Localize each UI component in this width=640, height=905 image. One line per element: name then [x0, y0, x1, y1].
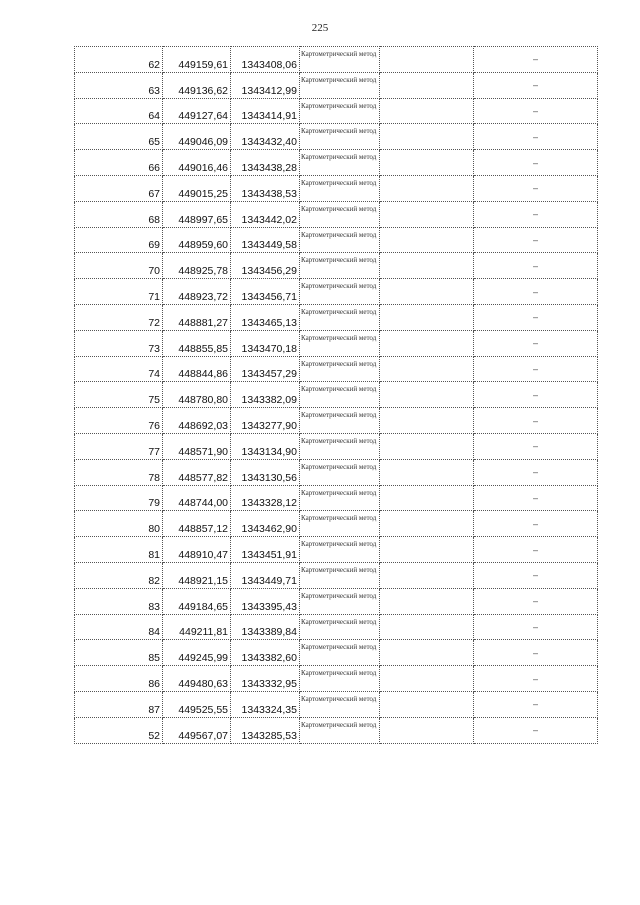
error-cell: – — [474, 72, 598, 98]
x-coordinate: 448692,03 — [163, 408, 231, 434]
y-coordinate: 1343470,18 — [231, 330, 300, 356]
method-cell: Картометрический метод — [300, 356, 380, 382]
x-coordinate: 449211,81 — [163, 614, 231, 640]
method-cell: Картометрический метод — [300, 330, 380, 356]
note-cell — [380, 150, 474, 176]
table-row — [75, 124, 598, 150]
error-cell: – — [474, 253, 598, 279]
table-row — [75, 717, 598, 743]
error-cell: – — [474, 459, 598, 485]
x-coordinate: 448744,00 — [163, 485, 231, 511]
x-coordinate: 449136,62 — [163, 72, 231, 98]
table-row — [75, 408, 598, 434]
point-number: 68 — [75, 201, 163, 227]
x-coordinate: 449127,64 — [163, 98, 231, 124]
method-cell: Картометрический метод — [300, 72, 380, 98]
x-coordinate: 449159,61 — [163, 47, 231, 73]
y-coordinate: 1343277,90 — [231, 408, 300, 434]
table-row — [75, 150, 598, 176]
table-row — [75, 201, 598, 227]
error-cell: – — [474, 433, 598, 459]
note-cell — [380, 459, 474, 485]
note-cell — [380, 717, 474, 743]
x-coordinate: 448857,12 — [163, 511, 231, 537]
point-number: 52 — [75, 717, 163, 743]
y-coordinate: 1343457,29 — [231, 356, 300, 382]
note-cell — [380, 201, 474, 227]
method-cell: Картометрический метод — [300, 459, 380, 485]
y-coordinate: 1343414,91 — [231, 98, 300, 124]
table-row — [75, 47, 598, 73]
table-row — [75, 614, 598, 640]
table-row — [75, 562, 598, 588]
table-row — [75, 459, 598, 485]
x-coordinate: 449015,25 — [163, 175, 231, 201]
error-cell: – — [474, 98, 598, 124]
note-cell — [380, 98, 474, 124]
table-row — [75, 330, 598, 356]
point-number: 66 — [75, 150, 163, 176]
note-cell — [380, 47, 474, 73]
y-coordinate: 1343395,43 — [231, 588, 300, 614]
y-coordinate: 1343456,71 — [231, 279, 300, 305]
error-cell: – — [474, 304, 598, 330]
x-coordinate: 449245,99 — [163, 640, 231, 666]
point-number: 81 — [75, 537, 163, 563]
point-number: 87 — [75, 691, 163, 717]
note-cell — [380, 614, 474, 640]
method-cell: Картометрический метод — [300, 227, 380, 253]
table-row — [75, 98, 598, 124]
x-coordinate: 449016,46 — [163, 150, 231, 176]
error-cell: – — [474, 614, 598, 640]
point-number: 62 — [75, 47, 163, 73]
point-number: 85 — [75, 640, 163, 666]
method-cell: Картометрический метод — [300, 614, 380, 640]
table-row — [75, 588, 598, 614]
x-coordinate: 448921,15 — [163, 562, 231, 588]
x-coordinate: 449525,55 — [163, 691, 231, 717]
y-coordinate: 1343438,53 — [231, 175, 300, 201]
table-row — [75, 382, 598, 408]
point-number: 70 — [75, 253, 163, 279]
method-cell: Картометрический метод — [300, 253, 380, 279]
x-coordinate: 448925,78 — [163, 253, 231, 279]
x-coordinate: 448910,47 — [163, 537, 231, 563]
method-cell: Картометрический метод — [300, 382, 380, 408]
table-row — [75, 691, 598, 717]
y-coordinate: 1343134,90 — [231, 433, 300, 459]
method-cell: Картометрический метод — [300, 201, 380, 227]
error-cell: – — [474, 227, 598, 253]
note-cell — [380, 640, 474, 666]
error-cell: – — [474, 666, 598, 692]
table-row — [75, 511, 598, 537]
error-cell: – — [474, 408, 598, 434]
point-number: 64 — [75, 98, 163, 124]
point-number: 67 — [75, 175, 163, 201]
point-number: 80 — [75, 511, 163, 537]
method-cell: Картометрический метод — [300, 640, 380, 666]
table-row — [75, 485, 598, 511]
note-cell — [380, 485, 474, 511]
point-number: 63 — [75, 72, 163, 98]
x-coordinate: 448881,27 — [163, 304, 231, 330]
x-coordinate: 448855,85 — [163, 330, 231, 356]
x-coordinate: 449046,09 — [163, 124, 231, 150]
error-cell: – — [474, 124, 598, 150]
method-cell: Картометрический метод — [300, 408, 380, 434]
method-cell: Картометрический метод — [300, 511, 380, 537]
note-cell — [380, 175, 474, 201]
error-cell: – — [474, 588, 598, 614]
note-cell — [380, 691, 474, 717]
error-cell: – — [474, 717, 598, 743]
method-cell: Картометрический метод — [300, 562, 380, 588]
note-cell — [380, 382, 474, 408]
table-row — [75, 72, 598, 98]
note-cell — [380, 408, 474, 434]
y-coordinate: 1343442,02 — [231, 201, 300, 227]
point-number: 82 — [75, 562, 163, 588]
note-cell — [380, 124, 474, 150]
x-coordinate: 448577,82 — [163, 459, 231, 485]
y-coordinate: 1343324,35 — [231, 691, 300, 717]
x-coordinate: 448780,80 — [163, 382, 231, 408]
x-coordinate: 448997,65 — [163, 201, 231, 227]
point-number: 86 — [75, 666, 163, 692]
y-coordinate: 1343438,28 — [231, 150, 300, 176]
error-cell: – — [474, 201, 598, 227]
note-cell — [380, 562, 474, 588]
note-cell — [380, 537, 474, 563]
x-coordinate: 449184,65 — [163, 588, 231, 614]
point-number: 69 — [75, 227, 163, 253]
x-coordinate: 449567,07 — [163, 717, 231, 743]
point-number: 74 — [75, 356, 163, 382]
point-number: 83 — [75, 588, 163, 614]
y-coordinate: 1343285,53 — [231, 717, 300, 743]
point-number: 76 — [75, 408, 163, 434]
error-cell: – — [474, 562, 598, 588]
note-cell — [380, 227, 474, 253]
method-cell: Картометрический метод — [300, 304, 380, 330]
y-coordinate: 1343389,84 — [231, 614, 300, 640]
table-row — [75, 640, 598, 666]
error-cell: – — [474, 175, 598, 201]
point-number: 73 — [75, 330, 163, 356]
point-number: 77 — [75, 433, 163, 459]
method-cell: Картометрический метод — [300, 124, 380, 150]
note-cell — [380, 330, 474, 356]
y-coordinate: 1343130,56 — [231, 459, 300, 485]
point-number: 75 — [75, 382, 163, 408]
error-cell: – — [474, 537, 598, 563]
note-cell — [380, 72, 474, 98]
y-coordinate: 1343449,71 — [231, 562, 300, 588]
x-coordinate: 448844,86 — [163, 356, 231, 382]
y-coordinate: 1343412,99 — [231, 72, 300, 98]
method-cell: Картометрический метод — [300, 691, 380, 717]
coordinates-table — [74, 46, 598, 744]
y-coordinate: 1343465,13 — [231, 304, 300, 330]
error-cell: – — [474, 279, 598, 305]
method-cell: Картометрический метод — [300, 175, 380, 201]
error-cell: – — [474, 382, 598, 408]
note-cell — [380, 666, 474, 692]
y-coordinate: 1343332,95 — [231, 666, 300, 692]
y-coordinate: 1343382,60 — [231, 640, 300, 666]
error-cell: – — [474, 640, 598, 666]
x-coordinate: 448571,90 — [163, 433, 231, 459]
y-coordinate: 1343462,90 — [231, 511, 300, 537]
table-row — [75, 175, 598, 201]
method-cell: Картометрический метод — [300, 717, 380, 743]
x-coordinate: 448923,72 — [163, 279, 231, 305]
point-number: 79 — [75, 485, 163, 511]
error-cell: – — [474, 150, 598, 176]
y-coordinate: 1343449,58 — [231, 227, 300, 253]
page-number: 225 — [311, 22, 329, 34]
table-row — [75, 227, 598, 253]
method-cell: Картометрический метод — [300, 150, 380, 176]
method-cell: Картометрический метод — [300, 485, 380, 511]
point-number: 71 — [75, 279, 163, 305]
error-cell: – — [474, 691, 598, 717]
note-cell — [380, 356, 474, 382]
x-coordinate: 449480,63 — [163, 666, 231, 692]
point-number: 84 — [75, 614, 163, 640]
note-cell — [380, 304, 474, 330]
error-cell: – — [474, 511, 598, 537]
y-coordinate: 1343456,29 — [231, 253, 300, 279]
table-row — [75, 253, 598, 279]
note-cell — [380, 588, 474, 614]
table-row — [75, 666, 598, 692]
table-row — [75, 356, 598, 382]
note-cell — [380, 279, 474, 305]
point-number: 78 — [75, 459, 163, 485]
y-coordinate: 1343432,40 — [231, 124, 300, 150]
error-cell: – — [474, 47, 598, 73]
error-cell: – — [474, 356, 598, 382]
method-cell: Картометрический метод — [300, 433, 380, 459]
y-coordinate: 1343451,91 — [231, 537, 300, 563]
table-row — [75, 433, 598, 459]
method-cell: Картометрический метод — [300, 279, 380, 305]
error-cell: – — [474, 330, 598, 356]
method-cell: Картометрический метод — [300, 588, 380, 614]
error-cell: – — [474, 485, 598, 511]
point-number: 65 — [75, 124, 163, 150]
y-coordinate: 1343328,12 — [231, 485, 300, 511]
y-coordinate: 1343408,06 — [231, 47, 300, 73]
point-number: 72 — [75, 304, 163, 330]
note-cell — [380, 253, 474, 279]
method-cell: Картометрический метод — [300, 537, 380, 563]
note-cell — [380, 433, 474, 459]
table-row — [75, 279, 598, 305]
table-row — [75, 537, 598, 563]
note-cell — [380, 511, 474, 537]
method-cell: Картометрический метод — [300, 666, 380, 692]
y-coordinate: 1343382,09 — [231, 382, 300, 408]
table-row — [75, 304, 598, 330]
method-cell: Картометрический метод — [300, 98, 380, 124]
coordinates-table-body — [75, 47, 598, 744]
x-coordinate: 448959,60 — [163, 227, 231, 253]
method-cell: Картометрический метод — [300, 47, 380, 73]
